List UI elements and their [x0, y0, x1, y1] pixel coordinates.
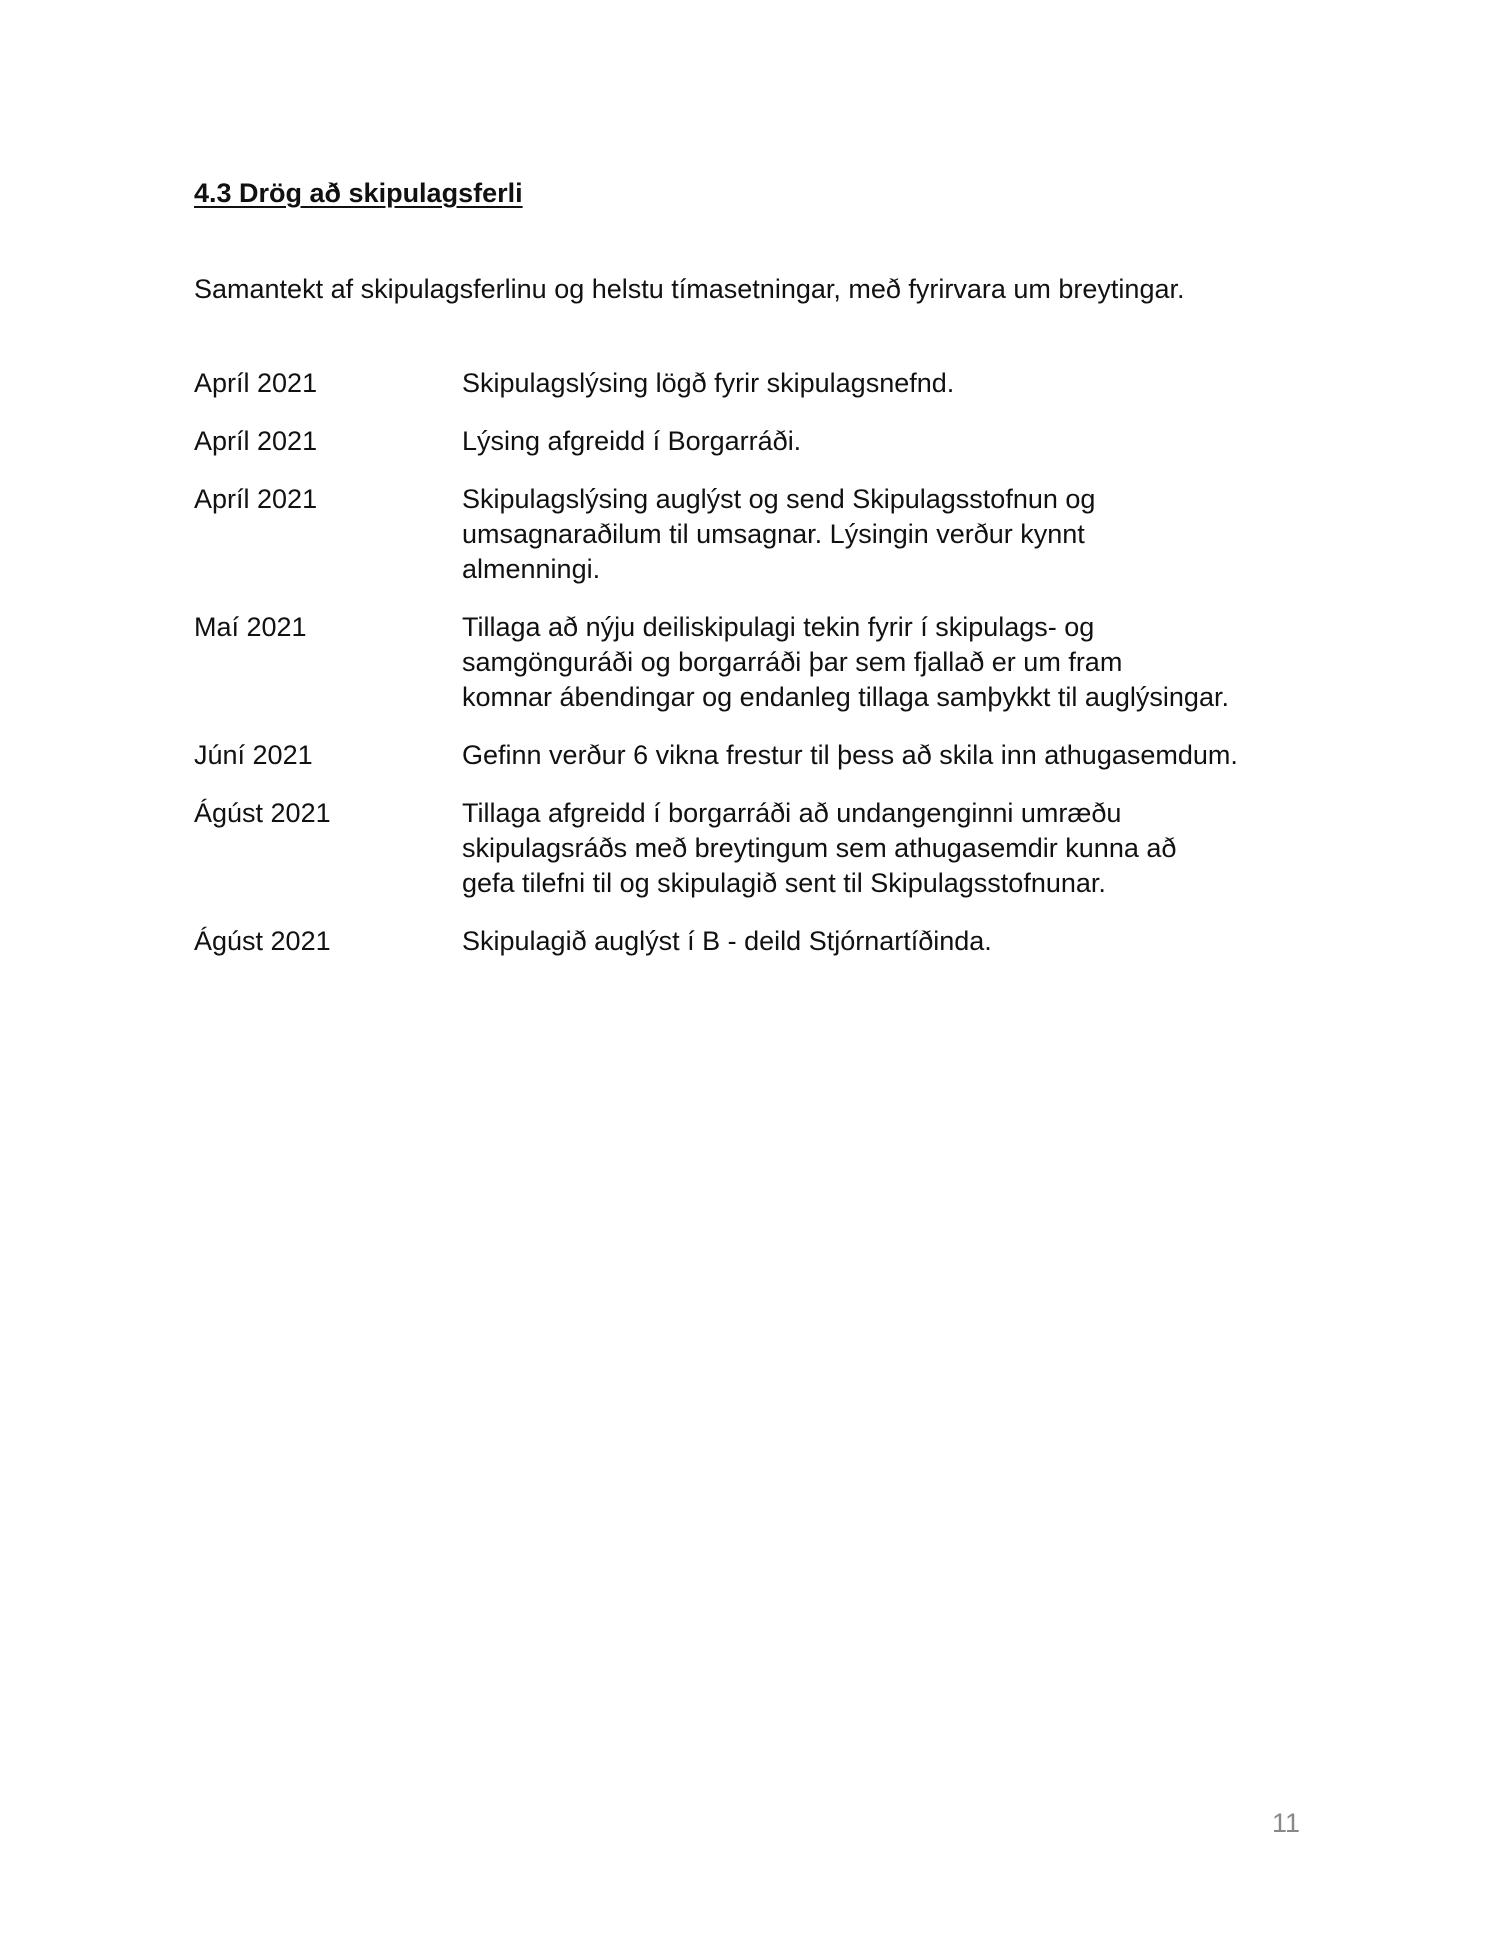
description-line: Tillaga að nýju deiliskipulagi tekin fyrir í skipulags- og: [462, 612, 1095, 642]
schedule-date: Apríl 2021: [194, 368, 318, 398]
schedule-date: Júní 2021: [194, 740, 313, 770]
schedule-description: [462, 482, 1282, 587]
page-number: 11: [1272, 1808, 1301, 1838]
schedule-row: [194, 924, 1334, 959]
description-line: gefa tilefni til og skipulagið sent til Skipulagsstofnunar.: [462, 868, 1106, 898]
schedule-date: Ágúst 2021: [194, 798, 331, 828]
schedule-description: [462, 924, 1282, 959]
section-heading: 4.3 Drög að skipulagsferli: [194, 178, 523, 208]
description-line: samgönguráði og borgarráði þar sem fjallað er um fram: [462, 647, 1123, 677]
description-line: Skipulagslýsing auglýst og send Skipulagsstofnun og: [462, 484, 1096, 514]
schedule-row: [194, 610, 1334, 715]
description-line: Lýsing afgreidd í Borgarráði.: [462, 426, 802, 456]
schedule-description: [462, 796, 1282, 901]
schedule-date: Apríl 2021: [194, 484, 318, 514]
schedule-description: [462, 424, 1282, 459]
schedule-row: [194, 366, 1334, 401]
description-line: skipulagsráðs með breytingum sem athugasemdir kunna að: [462, 833, 1177, 863]
description-line: komnar ábendingar og endanleg tillaga samþykkt til auglýsingar.: [462, 682, 1229, 712]
schedule-row: [194, 796, 1334, 901]
schedule-row: [194, 424, 1334, 459]
schedule-date: Maí 2021: [194, 612, 307, 642]
description-line: Gefinn verður 6 vikna frestur til þess að skila inn athugasemdum.: [462, 740, 1238, 770]
schedule-date: Ágúst 2021: [194, 926, 331, 956]
schedule-row: [194, 738, 1334, 773]
description-line: umsagnaraðilum til umsagnar. Lýsingin verður kynnt: [462, 519, 1085, 549]
schedule-list: [194, 366, 1334, 982]
description-line: Skipulagið auglýst í B - deild Stjórnartíðinda.: [462, 926, 992, 956]
description-line: Skipulagslýsing lögð fyrir skipulagsnefnd.: [462, 368, 955, 398]
description-line: almenningi.: [462, 554, 601, 584]
schedule-description: [462, 738, 1282, 773]
intro-paragraph: Samantekt af skipulagsferlinu og helstu tímasetningar, með fyrirvara um breytingar.: [194, 274, 1185, 304]
schedule-date: Apríl 2021: [194, 426, 318, 456]
schedule-description: [462, 366, 1282, 401]
schedule-description: [462, 610, 1282, 715]
schedule-row: [194, 482, 1334, 587]
description-line: Tillaga afgreidd í borgarráði að undangenginni umræðu: [462, 798, 1122, 828]
